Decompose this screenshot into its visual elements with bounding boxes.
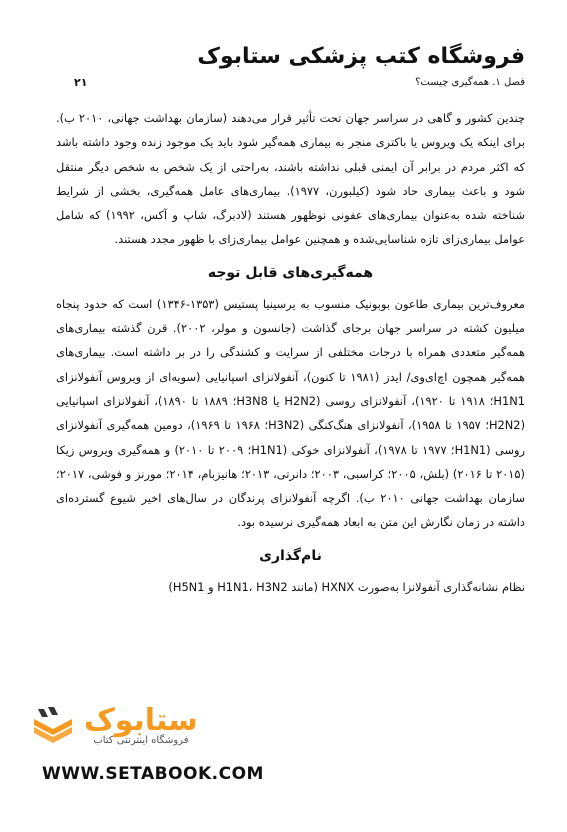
page-body <box>56 106 525 599</box>
paragraph-notable-pandemics: معروف‌ترین بیماری طاعون بوبونیک منسوب به یرسینیا پستیس (۱۳۵۳-۱۳۴۶) است که حدود پنجاه میلیون کشته در سراسر جهان برجای گذاشت (جانسون و مولر، ۲۰۰۲). قرن گذشته بیماری‌های همه‌گیر متعددی همراه با درجات مختلفی از سرایت و کشندگی را در بر داشته است. بیماری‌های همه‌گیر همچون اچ‌ای‌وی/ ایدز (۱۹۸۱ تا کنون)، آنفولانزای اسپانیایی (سویه‌ای از ویروس آنفولانزای H1N1؛ ۱۹۱۸ تا ۱۹۲۰)، آنفولانزای روسی (H2N2 یا H3N8؛ ۱۸۸۹ تا ۱۸۹۰)، آنفولانزای اسپانیایی (H2N2؛ ۱۹۵۷ تا ۱۹۵۸)، آنفولانزای هنگ‌کنگی (H3N2؛ ۱۹۶۸ تا ۱۹۶۹)، دومین همه‌گیری آنفولانزای روسی (H1N1؛ ۱۹۷۷ تا ۱۹۷۸)، آنفولانزای خوکی (H1N1؛ ۲۰۰۹ تا ۲۰۱۰) و همه‌گیری ویروس زیکا (۲۰۱۵ تا ۲۰۱۶) (بلش، ۲۰۰۵؛ کراسبی، ۲۰۰۳؛ دانرتی، ۲۰۱۳؛ هانیزبام، ۲۰۱۴؛ مورنز و فوشی، ۲۰۱۷؛ سازمان بهداشت جهانی ۲۰۱۰ ب). اگرچه آنفولانزای پرندگان در سال‌های اخیر شیوع گسترده‌ای داشته در زمان نگارش این متن به ابعاد همه‌گیری نرسیده بود. <box>56 296 526 530</box>
page-number: ۲۱ <box>74 76 88 89</box>
setabook-watermark <box>28 690 328 760</box>
book-stack-icon <box>28 705 78 745</box>
store-brand-title: فروشگاه کتب پزشکی ستابوک <box>197 44 525 69</box>
watermark-subtitle: فروشگاه اینترنتی کتاب <box>93 734 189 746</box>
section-heading-naming: نام‌گذاری <box>259 547 322 564</box>
watermark-text <box>84 702 198 746</box>
paragraph-naming: نظام نشانه‌گذاری آنفولانزا به‌صورت HXNX (مانند H1N1، H3N2 و H5N1) <box>168 579 525 594</box>
paragraph-intro: چندین کشور و گاهی در سراسر جهان تحت تأثیر قرار می‌دهند (سازمان بهداشت جهانی، ۲۰۱۰ ب). برای اینکه یک ویروس یا باکتری منجر به بیماری همه‌گیر شود باید یک موجود زنده وجود داشته باشد که اکثر مردم در برابر آن ایمنی قبلی نداشته باشند، به‌راحتی از یک شخص به شخص دیگر منتقل شود و باعث بیماری حاد شود (کیلبورن، ۱۹۷۷). بیماری‌های عامل همه‌گیری، بخشی از شرایط شناخته شده به‌عنوان بیماری‌های عفونی نوظهور هستند (لادبرگ، شاپ و آکس، ۱۹۹۲) که شامل عوامل بیماری‌زای تازه شناسایی‌شده و همچنین عوامل بیماری‌زای با ظهور مجدد هستند. <box>56 111 526 247</box>
running-header <box>74 76 525 91</box>
chapter-title: فصل ۱. همه‌گیری چیست؟ <box>415 77 525 88</box>
watermark-url[interactable]: WWW.SETABOOK.COM <box>42 764 264 784</box>
watermark-logo: ستابوک <box>84 702 198 738</box>
section-heading-notable-pandemics: همه‌گیری‌های قابل توجه <box>207 264 374 281</box>
